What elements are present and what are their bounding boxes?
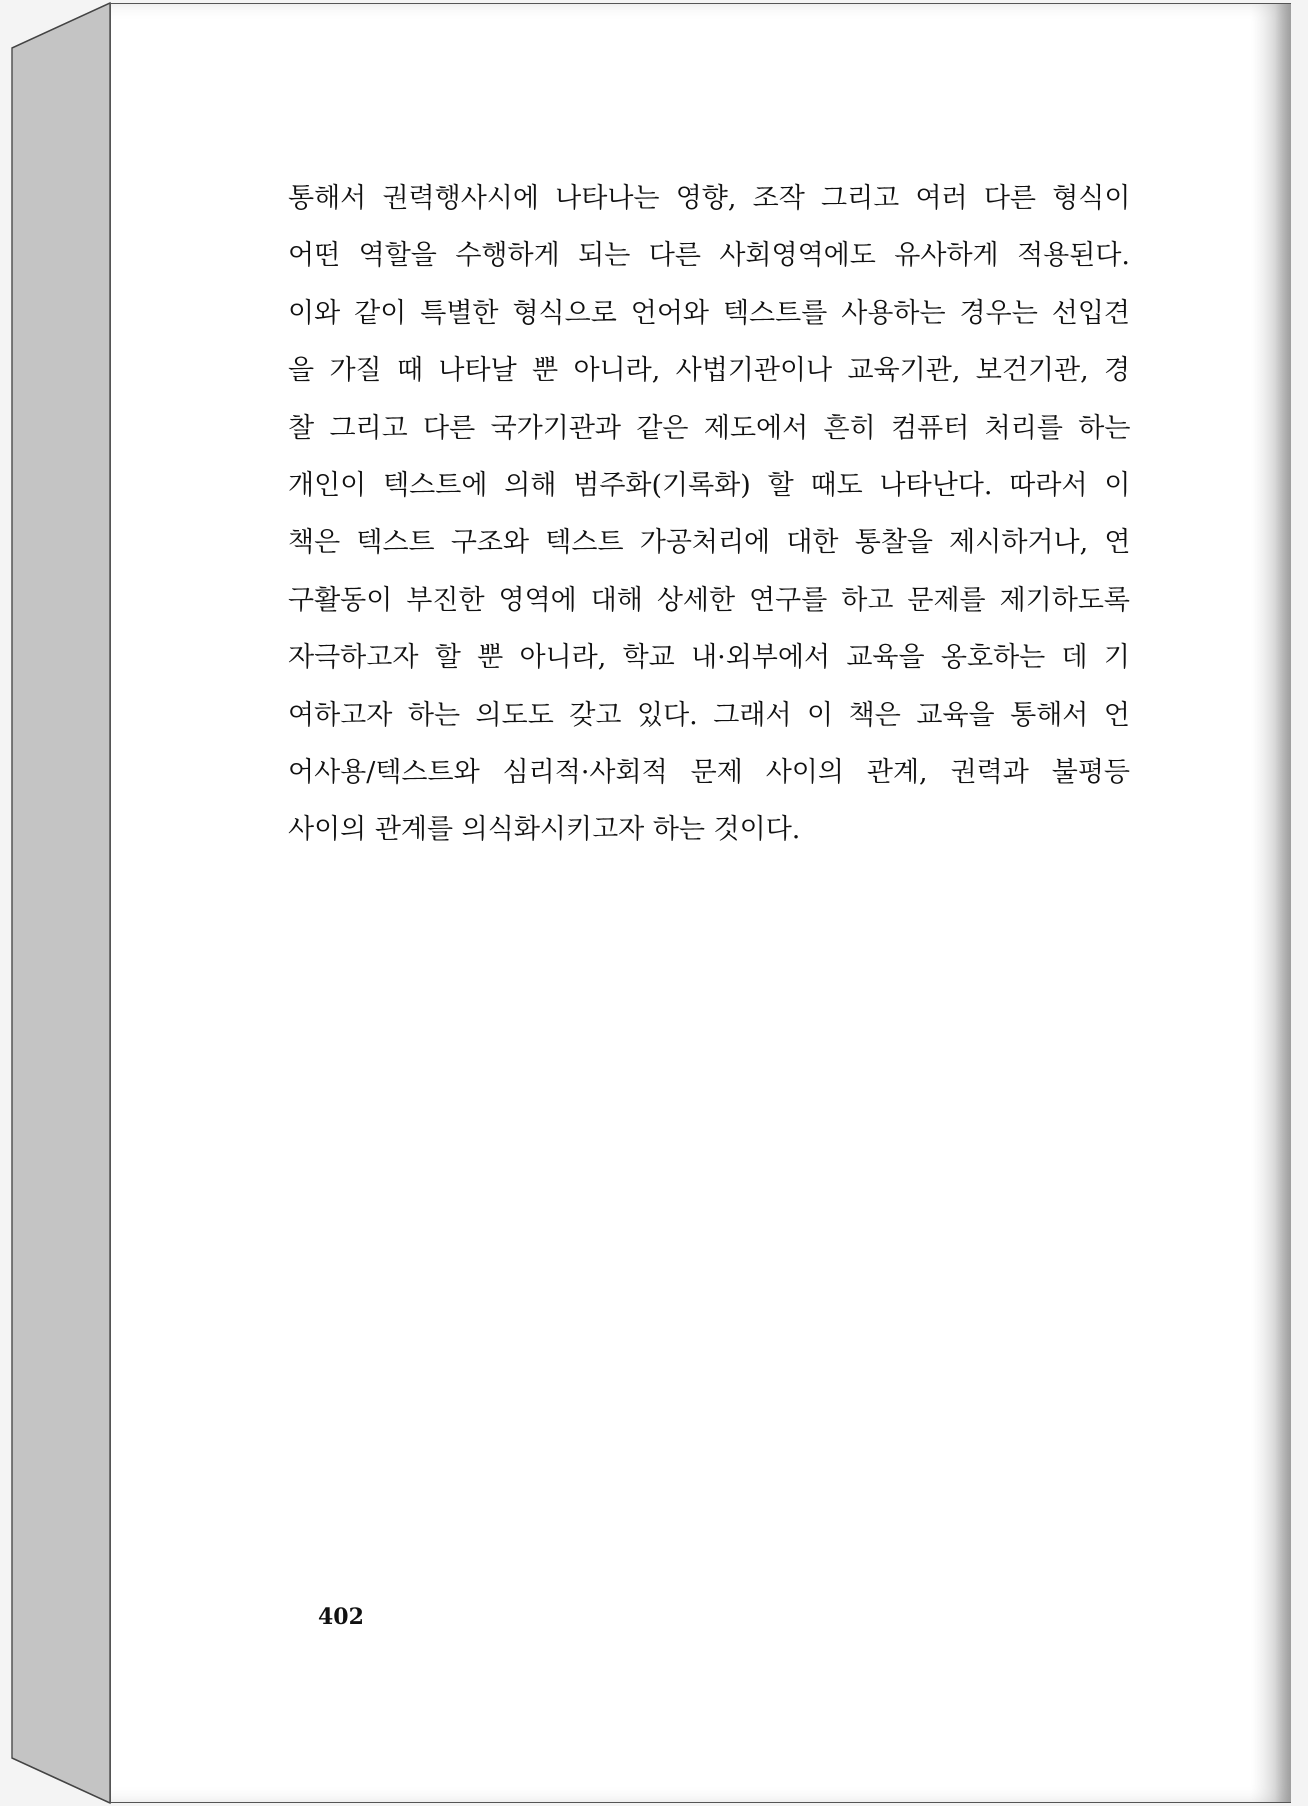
text-line: 구활동이 부진한 영역에 대해 상세한 연구를 하고 문제를 제기하도록 [288, 584, 1130, 616]
text-line: 어사용/텍스트와 심리적·사회적 문제 사이의 관계, 권력과 불평등 [288, 757, 1130, 789]
page-number: 402 [318, 1604, 364, 1630]
text-line: 이와 같이 특별한 형식으로 언어와 텍스트를 사용하는 경우는 선입견 [288, 297, 1130, 329]
text-line: 어떤 역할을 수행하게 되는 다른 사회영역에도 유사하게 적용된다. [288, 240, 1130, 272]
text-line: 통해서 권력행사시에 나타나는 영향, 조작 그리고 여러 다른 형식이 [288, 183, 1131, 214]
text-line: 책은 텍스트 구조와 텍스트 가공처리에 대한 통찰을 제시하거나, 연 [288, 527, 1131, 559]
text-line: 찰 그리고 다른 국가기관과 같은 제도에서 흔히 컴퓨터 처리를 하는 [288, 412, 1131, 444]
body-paragraph [288, 170, 1130, 859]
text-line: 개인이 텍스트에 의해 범주화(기록화) 할 때도 나타난다. 따라서 이 [288, 470, 1131, 502]
text-line: 을 가질 때 나타날 뿐 아니라, 사법기관이나 교육기관, 보건기관, 경 [288, 355, 1131, 387]
text-line: 여하고자 하는 의도도 갖고 있다. 그래서 이 책은 교육을 통해서 언 [288, 699, 1130, 731]
text-line: 자극하고자 할 뿐 아니라, 학교 내·외부에서 교육을 옹호하는 데 기 [288, 642, 1130, 674]
page-edge-shadow [1251, 4, 1291, 1802]
text-line: 사이의 관계를 의식화시키고자 하는 것이다. [288, 814, 801, 846]
